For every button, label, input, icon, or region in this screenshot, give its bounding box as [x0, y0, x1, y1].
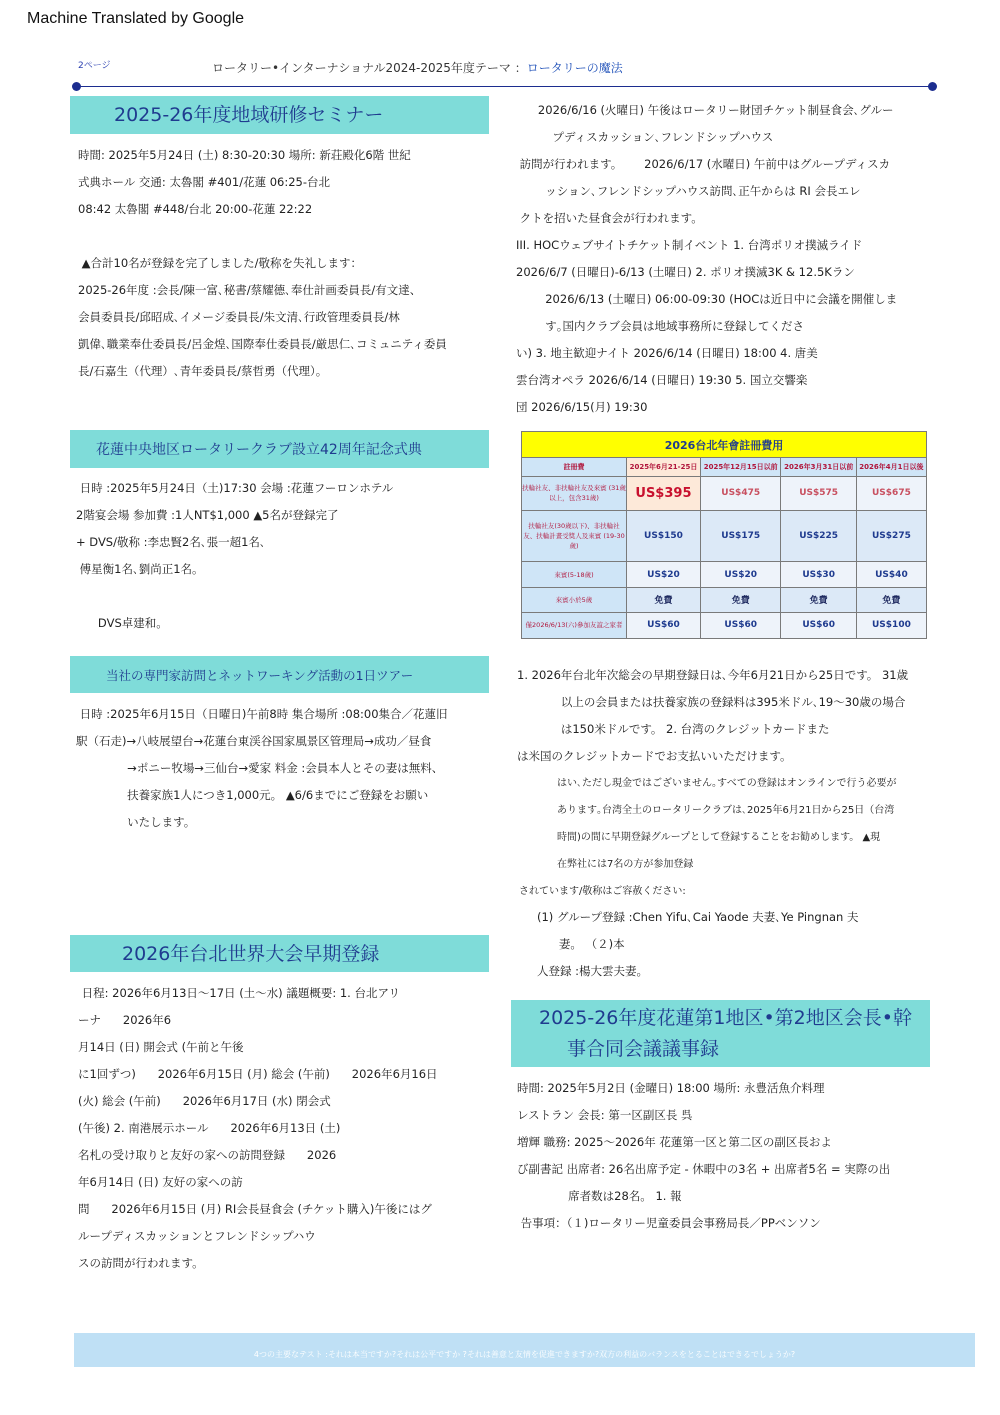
text-line: ーナ 2026年6 [78, 1013, 172, 1027]
text-line: 2026/6/16 (火曜日) 午後はロータリー財団チケット制昼食会､グルー [516, 103, 894, 117]
text-line: い) 3. 地主歓迎ナイト 2026/6/14 (日曜日) 18:00 4. 唐美 [516, 346, 818, 360]
page-number: 2ページ [78, 61, 111, 71]
text-line: 2026/6/7 (日曜日)-6/13 (土曜日) 2. ポリオ撲滅3K & 12.5Kラン [516, 265, 855, 279]
fee-cell: US$30 [781, 561, 856, 587]
right-mid-text [517, 662, 908, 770]
right-mid-small-text [557, 770, 897, 878]
fee-row-label: 扶輪社友(30歲以下)、非扶輪社友、扶輪計畫受獎人及來賓 (19-30歲) [522, 511, 627, 562]
text-line: 2025-26年度 :会長/陳一富､秘書/蔡耀德､奉仕計画委員長/有文達、 [78, 283, 422, 297]
text-line: ▲合計10名が登録を完了しました/敬称を失礼します： [78, 256, 363, 270]
text-line: 人登録 :楊大雲夫妻。 [537, 964, 649, 978]
text-line: 時間: 2025年5月24日 (土) 8:30-20:30 場所: 新荘殿化6階 世紀 [78, 148, 411, 162]
right-top-text [516, 97, 897, 421]
text-line: に1回ずつ) 2026年6月15日 (月) 総会 (午前) 2026年6月16日 [78, 1067, 438, 1081]
machine-translated-banner: Machine Translated by Google [27, 10, 245, 27]
text-line: 妻。 （２)本 [537, 937, 625, 951]
text-line: III. HOCウェブサイトチケット制イベント 1. 台湾ポリオ撲滅ライド [516, 238, 863, 252]
fee-cell: US$60 [781, 612, 856, 638]
text-line: 2026/6/13 (土曜日) 06:00-09:30 (HOCは近日中に会議を開催しま [516, 292, 898, 306]
fee-table-header: 2025年6月21-25日 [627, 458, 701, 476]
fee-table-header: 2025年12月15日以前 [700, 458, 781, 476]
text-line: クトを招いた昼食会が行われます。 [516, 211, 703, 225]
text-line: 長/石嘉生（代理）､青年委員長/蔡哲勇（代理）。 [78, 364, 328, 378]
section-body-anniversary [76, 475, 393, 637]
fee-table-row [522, 511, 927, 562]
text-line: 2階宴会場 参加費 :1人NT$1,000 ▲5名が登録完了 [76, 508, 339, 522]
text-line: 式典ホール 交通: 太魯閣 #401/花蓮 06:25-台北 [78, 175, 331, 189]
text-line: →ポニー牧場→三仙台→愛家 料金 :会員本人とその妻は無料、 [76, 761, 444, 775]
fee-row-label: 扶輪社友、非扶輪社友及來賓 (31歲以上，包含31歲) [522, 476, 627, 511]
text-line: は150米ドルです。 2. 台湾のクレジットカードまた [517, 722, 830, 736]
fee-cell: 免費 [700, 588, 781, 612]
fee-table [521, 431, 927, 639]
section-title-joint-meeting-line1: 2025-26年度花蓮第1地区•第2地区会長•幹 [539, 1007, 912, 1029]
text-line: 月14日 (日) 開会式 (午前と午後 [78, 1040, 244, 1054]
fee-cell: 免費 [856, 588, 926, 612]
text-line: 雲台湾オペラ 2026/6/14 (日曜日) 19:30 5. 国立交響楽 [516, 373, 808, 387]
text-line: 席者数は28名。 1. 報 [517, 1189, 682, 1203]
section-title-seminar: 2025-26年度地域研修セミナー [70, 96, 489, 134]
text-line: プディスカッション､フレンドシップハウス [516, 130, 774, 144]
section-title-tour: 当社の専門家訪問とネットワーキング活動の1日ツアー [70, 656, 489, 693]
text-line: び副書記 出席者: 26名出席予定 - 休暇中の3名 + 出席者5名 = 実際の出 [517, 1162, 891, 1176]
text-line: はい､ただし現金ではございません｡すべての登録はオンラインで行う必要が [557, 778, 897, 789]
text-line: 在弊社には7名の方が参加登録 [557, 859, 694, 870]
fee-cell: 免費 [781, 588, 856, 612]
text-line: いたします。 [76, 815, 196, 829]
text-line: 訪問が行われます。 2026/6/17 (水曜日) 午前中はグループディスカ [516, 157, 891, 171]
four-way-test-footer: 4つの主要なテスト :それは本当ですか?それは公平ですか ?それは善意と友情を促進できますか?双方の利益のバランスをとることはできるでしょうか? [74, 1333, 975, 1367]
text-line [76, 583, 393, 610]
text-line: 時間: 2025年5月2日 (金曜日) 18:00 場所: 永豊活魚介料理 [517, 1081, 825, 1095]
text-line: ッション､フレンドシップハウス訪問､正午からは RI 会長エレ [516, 184, 861, 198]
text-line: 団 2026/6/15(月) 19:30 [516, 400, 648, 414]
text-line: 駅（石走)→八岐展望台→花蓮台東渓谷国家風景区管理局→成功／昼食 [76, 734, 432, 748]
fee-cell: US$60 [627, 612, 701, 638]
rule-right-dot [928, 82, 937, 91]
theme-line [212, 59, 623, 76]
text-line: 以上の会員または扶養家族の登録料は395米ドル､19～30歳の場合 [517, 695, 906, 709]
text-line: 問 2026年6月15日 (月) RI会長昼食会 (チケット購入)午後にはグ [78, 1202, 432, 1216]
section-title-joint-meeting [511, 1000, 930, 1067]
right-mid-tail-small: されています/敬称はご容赦ください: [519, 886, 686, 897]
fee-cell: US$150 [627, 511, 701, 562]
fee-cell: US$175 [700, 511, 781, 562]
text-line: 会員委員長/邱昭成､イメージ委員長/朱文清､行政管理委員長/林 [78, 310, 400, 324]
fee-table-title: 2026台北年會註冊費用 [522, 432, 927, 458]
section-body-tour [76, 701, 448, 836]
section-title-joint-meeting-line2: 事合同会議議事録 [567, 1038, 720, 1060]
fee-cell: US$20 [700, 561, 781, 587]
theme-highlight: ロータリーの魔法 [526, 61, 623, 75]
text-line: 傅星衡1名､劉尚正1名。 [76, 562, 204, 576]
text-line: あります｡台湾全土のロータリークラブは､2025年6月21日から25日（台湾 [557, 805, 895, 816]
fee-cell: US$395 [627, 476, 701, 511]
text-line: + DVS/敬称 :李忠賢2名､張一超1名､ [76, 535, 266, 549]
text-line: 年6月14日 (日) 友好の家への訪 [78, 1175, 243, 1189]
fee-row-label: 來賓(5-18歲) [522, 561, 627, 587]
text-line: ループディスカッションとフレンドシップハウ [78, 1229, 316, 1243]
text-line [78, 223, 447, 250]
text-line: 扶養家族1人につき1,000元。 ▲6/6までにご登録をお願い [76, 788, 429, 802]
fee-table-header: 2026年3月31日以前 [781, 458, 856, 476]
fee-table-row [522, 476, 927, 511]
fee-row-label: 僅2026/6/13(六)參加友誼之家者 [522, 612, 627, 638]
section-body-joint-meeting [517, 1075, 890, 1237]
text-line: DVS卓建和。 [76, 616, 168, 630]
fee-table-header: 註冊費 [522, 458, 627, 476]
fee-table-row [522, 588, 927, 612]
fee-table-row [522, 612, 927, 638]
text-line: 08:42 太魯閣 #448/台北 20:00-花蓮 22:22 [78, 202, 313, 216]
text-line: 日時 :2025年6月15日（日曜日)午前8時 集合場所 :08:00集合／花蓮旧 [76, 707, 448, 721]
fee-cell: US$575 [781, 476, 856, 511]
section-body-seminar [78, 142, 447, 385]
text-line: 日時 :2025年5月24日（土)17:30 会場 :花蓮フーロンホテル [76, 481, 394, 495]
header-rule [76, 86, 932, 87]
fee-cell: US$100 [856, 612, 926, 638]
text-line: (火) 総会 (午前) 2026年6月17日 (水) 閉会式 [78, 1094, 331, 1108]
text-line: す｡国内クラブ会員は地域事務所に登録してくださ [516, 319, 804, 333]
fee-cell: US$475 [700, 476, 781, 511]
text-line: スの訪問が行われます。 [78, 1256, 204, 1270]
text-line: 1. 2026年台北年次総会の早期登録日は､今年6月21日から25日です。 31歳 [517, 668, 909, 682]
text-line: は米国のクレジットカードでお支払いいただけます。 [517, 749, 792, 763]
fee-row-label: 來賓小於5歲 [522, 588, 627, 612]
fee-cell: US$225 [781, 511, 856, 562]
text-line: 増輝 職務: 2025～2026年 花蓮第一区と第二区の副区長およ [517, 1135, 832, 1149]
theme-prefix: ロータリー•インターナショナル2024-2025年度テーマ ： [212, 61, 527, 75]
text-line: 告事項：（１)ロータリー児童委員会事務局長／PPベンソン [517, 1216, 821, 1230]
fee-table-header: 2026年4月1日以後 [856, 458, 926, 476]
fee-cell: US$60 [700, 612, 781, 638]
fee-cell: US$275 [856, 511, 926, 562]
fee-table-row [522, 561, 927, 587]
text-line: 名札の受け取りと友好の家への訪問登録 2026 [78, 1148, 337, 1162]
text-line: (午後) 2. 南港展示ホール 2026年6月13日 (土) [78, 1121, 341, 1135]
text-line: (1) グループ登録 :Chen Yifu､Cai Yaode 夫妻､Ye Pingnan 夫 [537, 910, 859, 924]
section-title-convention: 2026年台北世界大会早期登録 [70, 935, 489, 972]
text-line: 日程: 2026年6月13日～17日 (土～水) 議題概要: 1. 台北アリ [78, 986, 401, 1000]
section-body-convention [78, 980, 438, 1277]
fee-cell: US$40 [856, 561, 926, 587]
text-line: レストラン 会長: 第一区副区長 呉 [517, 1108, 693, 1122]
right-mid-tail [537, 904, 859, 985]
section-title-anniversary: 花蓮中央地区ロータリークラブ設立42周年記念式典 [70, 430, 489, 468]
fee-cell: US$20 [627, 561, 701, 587]
text-line: 凱偉､職業奉仕委員長/呂金煌､国際奉仕委員長/厳思仁､コミュニティ委員 [78, 337, 447, 351]
fee-cell: 免費 [627, 588, 701, 612]
text-line: 時間)の間に早期登録グループとして登録することをお勧めします。 ▲現 [557, 832, 881, 843]
fee-cell: US$675 [856, 476, 926, 511]
